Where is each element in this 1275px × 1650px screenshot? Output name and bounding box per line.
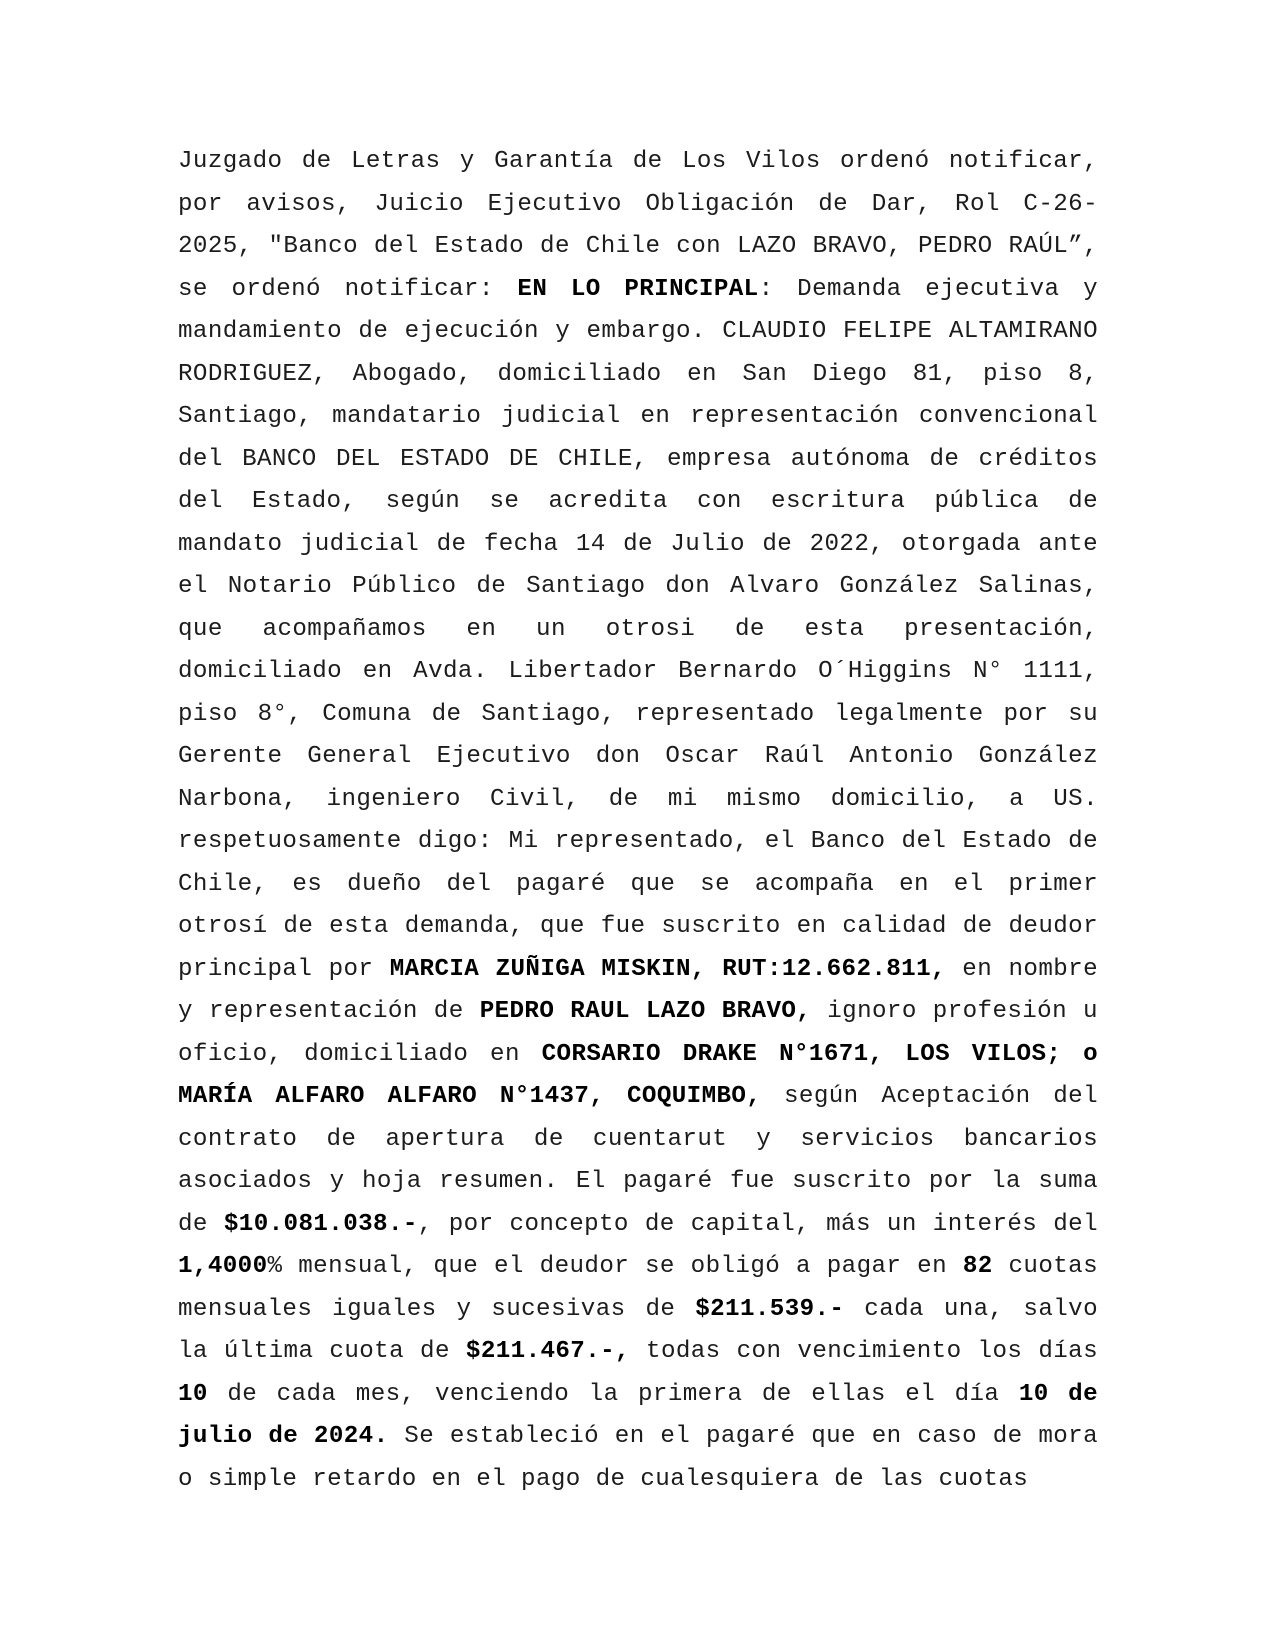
text-run: cada una, salvo la última cuota de <box>178 1295 1098 1365</box>
text-run: : Demanda ejecutiva y mandamiento de ejecución y embargo. CLAUDIO FELIPE ALTAMIRANO RODRIGUEZ, Abogado, domiciliado en San Diego 81, piso 8, Santiago, mandatario judicial en representación convencional del BANCO DEL ESTADO DE CHILE, empresa autónoma de créditos del Estado, según se acredita con escritura pública de mandato judicial de fecha 14 de Julio de 2022, otorgada ante el Notario Público de Santiago don Alvaro González Salinas, que acompañamos en un otrosi de esta presentación, domiciliado en Avda. Libertador Bernardo O´Higgins N° 1111, piso 8°, Comuna de Santiago, representado legalmente por su Gerente General Ejecutivo don Oscar Raúl Antonio González Narbona, ingeniero Civil, de mi mismo domicilio, a US. respetuosamente digo: Mi representado, el Banco del Estado de Chile, es dueño del pagaré que se acompaña en el primer otrosí de esta demanda, que fue suscrito en calidad de deudor principal por <box>178 275 1098 983</box>
bold-text-run: CORSARIO DRAKE N°1671, LOS VILOS; o MARÍA ALFARO ALFARO N°1437, COQUIMBO, <box>178 1040 1098 1110</box>
bold-text-run: PEDRO RAUL LAZO BRAVO, <box>479 998 812 1025</box>
bold-text-run: 82 <box>962 1253 993 1280</box>
text-run: Se estableció en el pagaré que en caso de mora o simple retardo en el pago de cualesquiera de las cuotas <box>178 1423 1099 1493</box>
text-run: ignoro profesión u oficio, domiciliado en <box>178 998 1098 1068</box>
bold-text-run: 10 <box>178 1380 208 1408</box>
bold-text-run: $211.539.- <box>695 1295 845 1323</box>
bold-text-run: MARCIA ZUÑIGA MISKIN, RUT:12.662.811, <box>389 955 946 983</box>
text-run: en nombre y representación de <box>178 955 1098 1025</box>
text-run: cuotas mensuales iguales y sucesivas de <box>178 1253 1098 1323</box>
body-paragraph <box>178 141 1098 1501</box>
text-run: Juzgado de Letras y Garantía de Los Vilos ordenó notificar, por avisos, Juicio Ejecutivo Obligación de Dar, Rol C-26-2025, "Banco del Estado de Chile con LAZO BRAVO, PEDRO RAÚL”, se ordenó notificar: <box>178 148 1098 303</box>
text-run: todas con vencimiento los días <box>629 1338 1098 1365</box>
bold-text-run: 10 de julio de 2024. <box>178 1380 1098 1450</box>
text-run: , por concepto de capital, más un interés del <box>417 1210 1098 1238</box>
bold-text-run: $211.467.-, <box>465 1338 630 1365</box>
bold-text-run: $10.081.038.- <box>223 1210 418 1238</box>
text-run: de cada mes, venciendo la primera de ellas el día <box>207 1380 1019 1408</box>
bold-text-run: 1,4000 <box>178 1253 268 1280</box>
text-run: según Aceptación del contrato de apertura de cuentarut y servicios bancarios asociados y hoja resumen. El pagaré fue suscrito por la suma de <box>178 1083 1098 1238</box>
text-run: % mensual, que el deudor se obligó a pagar en <box>267 1253 963 1280</box>
bold-text-run: EN LO PRINCIPAL <box>517 275 759 303</box>
